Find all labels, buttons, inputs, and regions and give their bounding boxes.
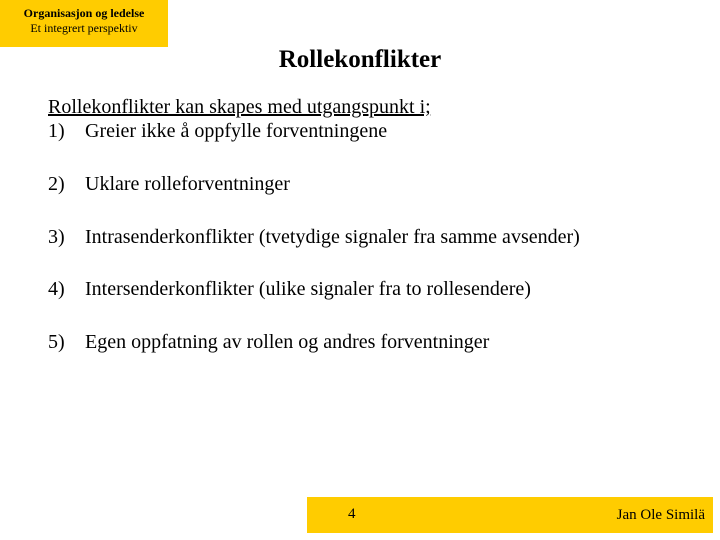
list-item-text: Intrasenderkonflikter (tvetydige signaler fra samme avsender): [85, 226, 580, 248]
list-item-number: 2): [48, 173, 65, 195]
page-number: 4: [348, 506, 356, 522]
list-item: [48, 172, 290, 196]
author-name: Jan Ole Similä: [616, 507, 705, 523]
list-item-text: Greier ikke å oppfylle forventningene: [85, 120, 388, 142]
list-item-number: 3): [48, 226, 65, 248]
course-subtitle: Et integrert perspektiv: [30, 21, 138, 35]
list-item: [48, 330, 489, 354]
header-box: [0, 0, 168, 47]
list-item-number: 4): [48, 278, 65, 300]
list-item-text: Uklare rolleforventninger: [85, 173, 290, 195]
list-item-text: Intersenderkonflikter (ulike signaler fra to rollesendere): [85, 278, 531, 300]
list-item: [48, 277, 531, 301]
intro-text: Rollekonflikter kan skapes med utgangspunkt i;: [48, 96, 431, 118]
list-item-number: 1): [48, 120, 65, 142]
list-item: [48, 119, 387, 143]
list-item: [48, 225, 580, 249]
list-item-number: 5): [48, 331, 65, 353]
course-title: Organisasjon og ledelse: [23, 6, 145, 20]
list-item-text: Egen oppfatning av rollen og andres forventninger: [85, 331, 490, 353]
slide-title: Rollekonflikter: [278, 46, 442, 73]
